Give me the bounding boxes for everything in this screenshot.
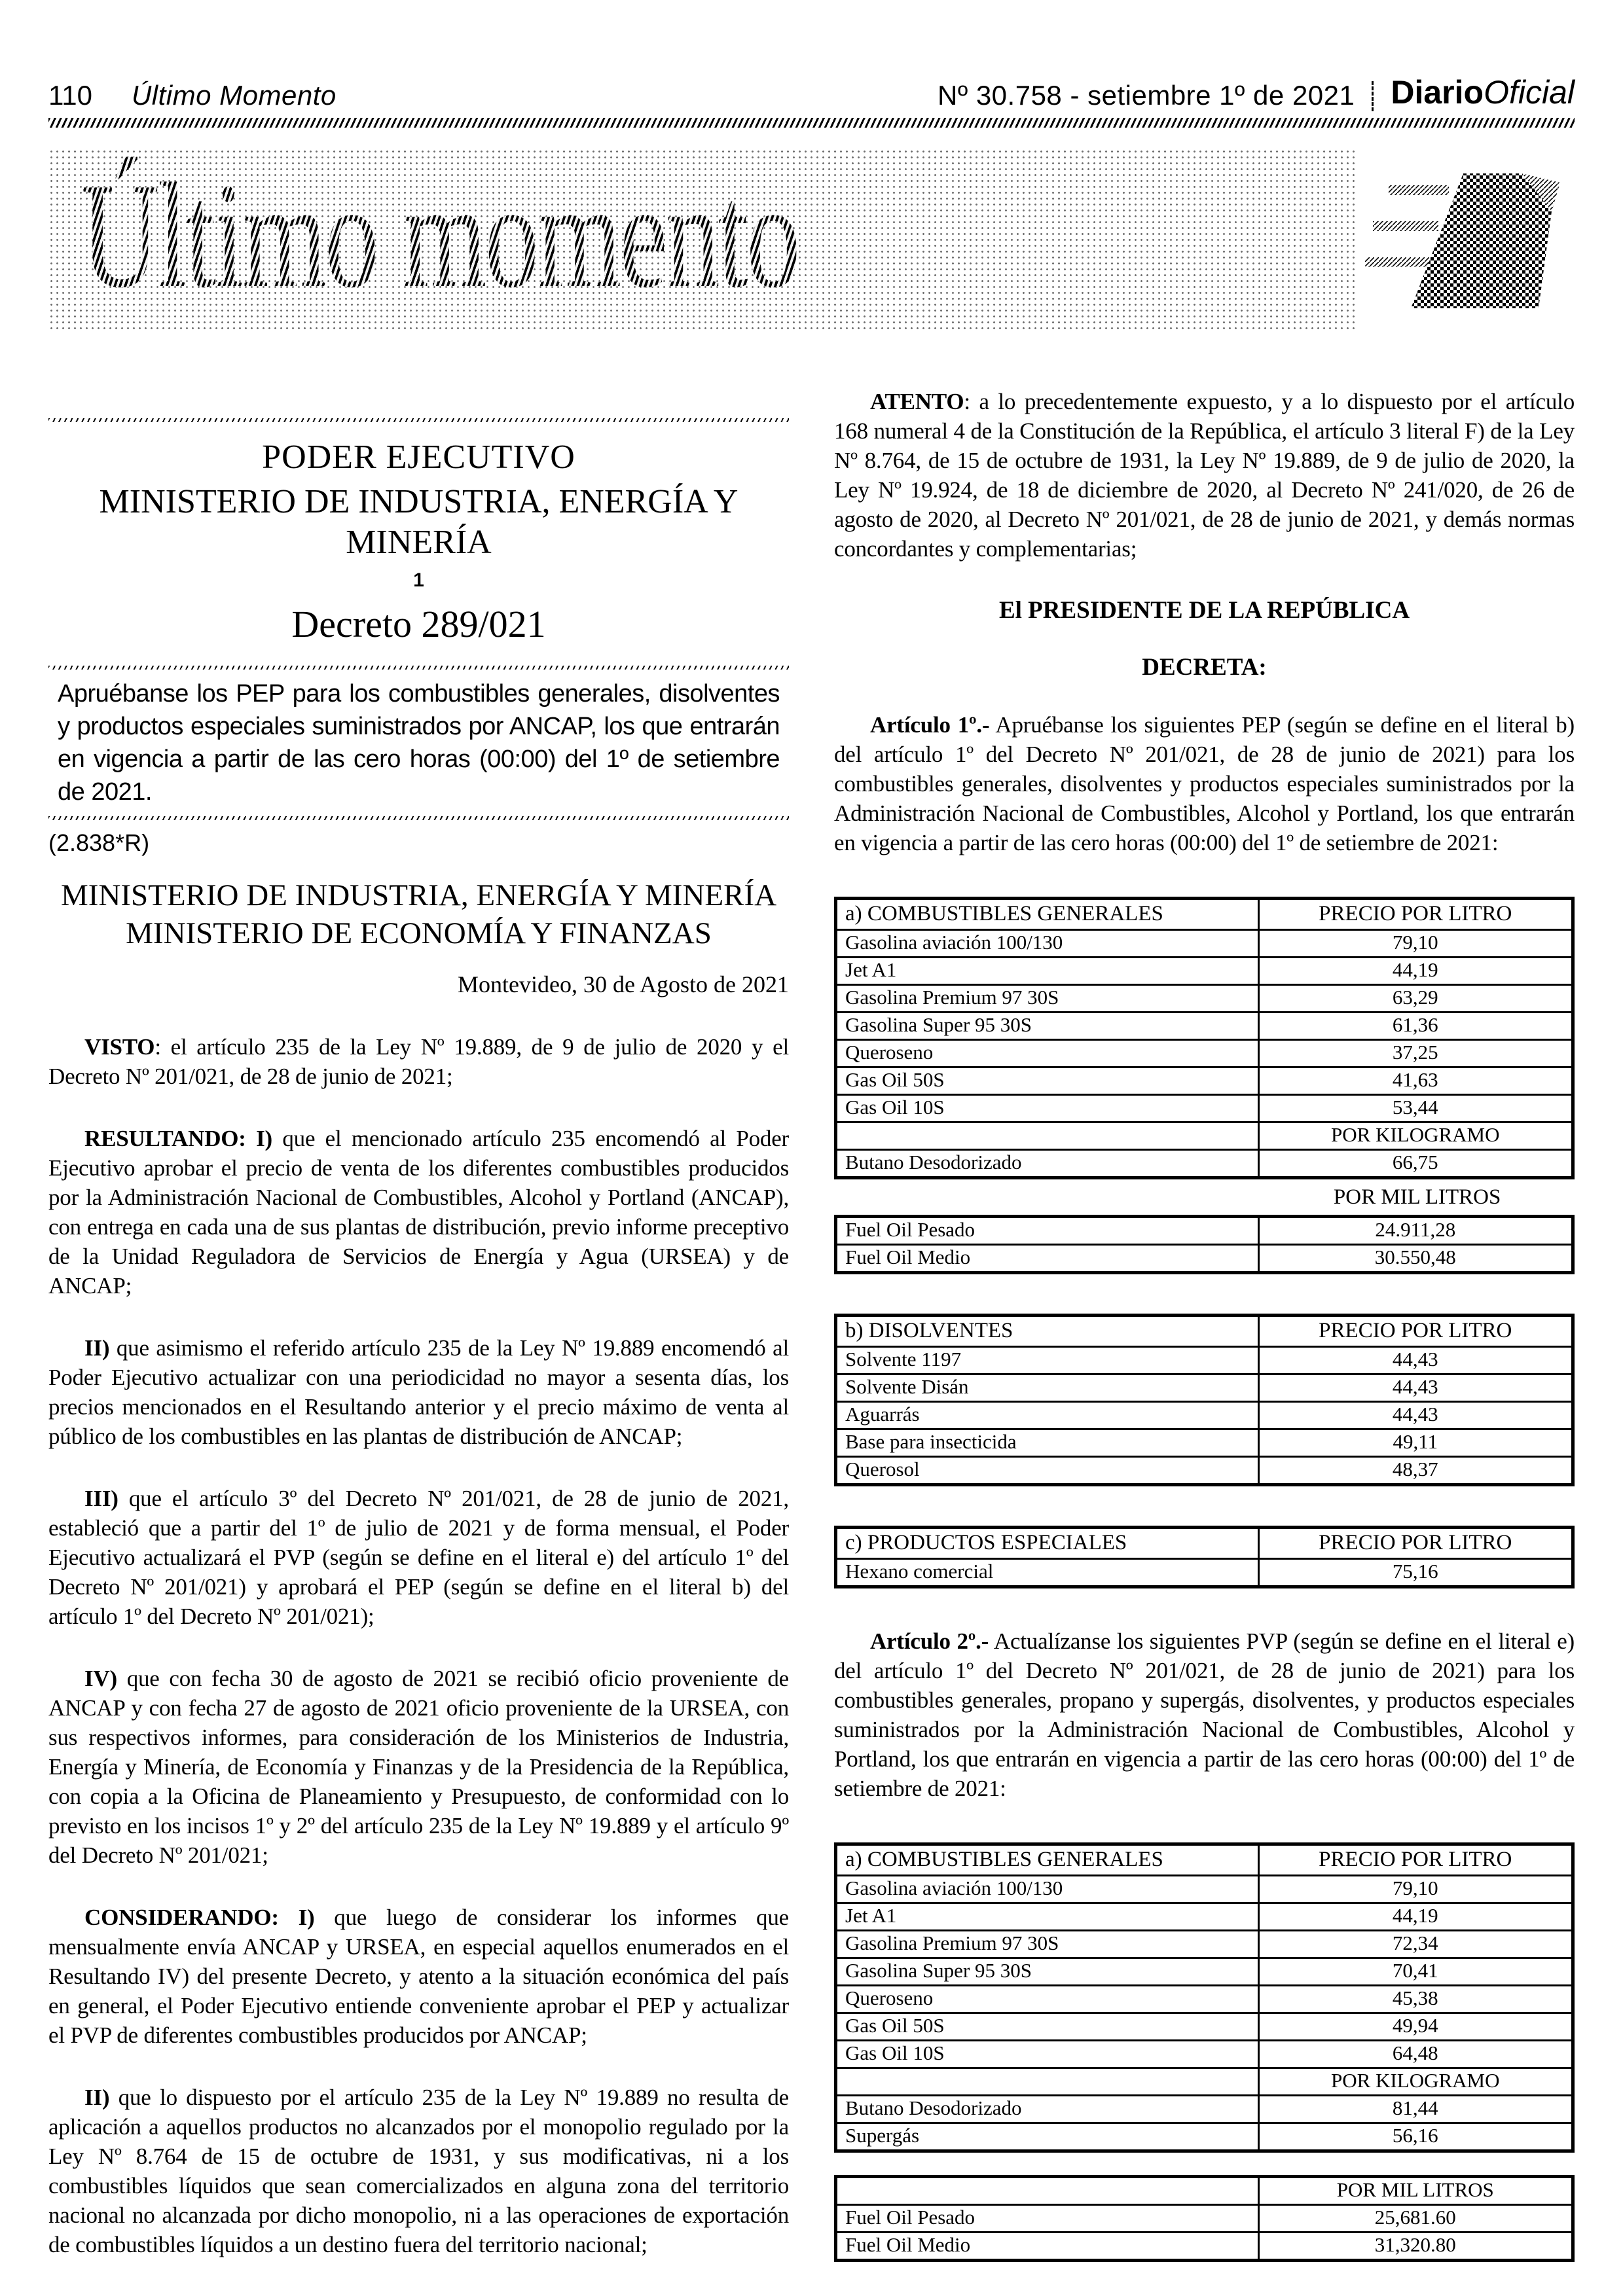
price-cell: 70,41 bbox=[1392, 1959, 1438, 1982]
product-cell: Gasolina Super 95 30S bbox=[837, 1959, 1260, 1984]
product-cell: Fuel Oil Medio bbox=[837, 1246, 1260, 1271]
table-block bbox=[834, 1842, 1575, 2153]
table-row bbox=[837, 2012, 1571, 2039]
price-cell: 37,25 bbox=[1392, 1041, 1438, 1064]
price-cell: 79,10 bbox=[1392, 1876, 1438, 1899]
table-header-row bbox=[837, 1317, 1571, 1346]
banner-title: Último momento bbox=[81, 150, 799, 321]
product-cell: Aguarrás bbox=[837, 1403, 1260, 1428]
price-cell: 24.911,28 bbox=[1375, 1218, 1456, 1241]
product-cell: Butano Desodorizado bbox=[837, 1151, 1260, 1176]
table-unit-row bbox=[837, 2178, 1571, 2204]
brand-bold: Diario bbox=[1391, 74, 1484, 111]
product-cell: Jet A1 bbox=[837, 1904, 1260, 1929]
body-paragraph: ATENTO: a lo precedentemente expuesto, y a lo dispuesto por el artículo 168 numeral 4 de la Constitución de la República, el artículo 3 literal F) de la Ley Nº 8.764, de 15 de octubre de 1931, la Ley Nº 19.889, de 9 de julio de 2020, la Ley Nº 19.924, de 18 de diciembre de 2020, al Decreto Nº 241/020, de 26 de agosto de 2020, al Decreto Nº 201/021, de 28 de junio de 2021, y demás normas concordantes y complementarias; bbox=[834, 389, 1575, 562]
paragraph-lead: VISTO bbox=[84, 1034, 155, 1060]
section-title: Último Momento bbox=[131, 80, 337, 111]
price-cell: 61,36 bbox=[1392, 1013, 1438, 1036]
table-row bbox=[837, 2231, 1571, 2259]
table-row bbox=[837, 1401, 1571, 1428]
price-cell: 44,43 bbox=[1392, 1348, 1438, 1371]
paragraph-lead: IV) bbox=[84, 1666, 117, 1691]
body-paragraph: III) que el artículo 3º del Decreto Nº 201/021, de 28 de junio de 2021, estableció que a partir del 1º de julio de 2021 y de forma mensual, el Poder Ejecutivo actualizará el PVP (según se define en el literal e) del artículo 1º del Decreto Nº 201/021) y aprobará el PEP (según se define en el literal b) del artículo 1º del Decreto Nº 201/021); bbox=[48, 1486, 789, 1629]
article-1-paragraph bbox=[834, 710, 1575, 857]
product-cell: Gas Oil 50S bbox=[837, 2014, 1260, 2039]
table-row bbox=[837, 2094, 1571, 2122]
product-cell: Gasolina Premium 97 30S bbox=[837, 986, 1260, 1011]
table-unit-row bbox=[837, 2067, 1571, 2094]
ministries-block bbox=[48, 876, 789, 952]
price-cell: PRECIO POR LITRO bbox=[1319, 1319, 1512, 1342]
masthead-rule bbox=[48, 118, 1575, 128]
product-cell: Fuel Oil Medio bbox=[837, 2233, 1260, 2259]
masthead-brand bbox=[1391, 73, 1575, 111]
price-cell: 44,43 bbox=[1392, 1403, 1438, 1426]
table-pvp-combustibles-generales bbox=[834, 1842, 1575, 2262]
price-cell: 72,34 bbox=[1392, 1931, 1438, 1954]
table-gap bbox=[834, 2153, 1575, 2175]
table-header-row bbox=[837, 900, 1571, 929]
paragraph-lead: II) bbox=[84, 2085, 110, 2110]
table-unit-label bbox=[834, 1179, 1575, 1215]
table-row bbox=[837, 1373, 1571, 1401]
ministry-heading: MINISTERIO DE INDUSTRIA, ENERGÍA Y MINERÍA bbox=[99, 483, 739, 561]
item-number: 1 bbox=[413, 569, 424, 591]
table-row bbox=[837, 1874, 1571, 1902]
product-cell: Butano Desodorizado bbox=[837, 2096, 1260, 2122]
paragraph-lead: RESULTANDO: I) bbox=[84, 1126, 272, 1151]
product-cell: Queroseno bbox=[837, 1986, 1260, 2012]
price-cell: 56,16 bbox=[1392, 2124, 1438, 2147]
two-column-layout bbox=[48, 387, 1575, 2292]
body-paragraph: VISTO: el artículo 235 de la Ley Nº 19.889, de 9 de julio de 2020 y el Decreto Nº 201/021, de 28 de junio de 2021; bbox=[48, 1034, 789, 1089]
price-cell: POR MIL LITROS bbox=[1336, 2178, 1494, 2201]
table-block bbox=[834, 2175, 1575, 2262]
table-header-row bbox=[837, 1529, 1571, 1558]
product-cell: Supergás bbox=[837, 2124, 1260, 2149]
price-cell: 64,48 bbox=[1392, 2041, 1438, 2064]
table-row bbox=[837, 1929, 1571, 1957]
product-cell: Jet A1 bbox=[837, 958, 1260, 984]
price-cell: 81,44 bbox=[1392, 2096, 1438, 2119]
price-cell: PRECIO POR LITRO bbox=[1319, 1848, 1512, 1871]
product-cell: Solvente Disán bbox=[837, 1375, 1260, 1401]
product-cell: Gasolina aviación 100/130 bbox=[837, 1876, 1260, 1902]
price-cell: 66,75 bbox=[1392, 1151, 1438, 1174]
banner-section bbox=[48, 149, 1575, 333]
left-paragraphs bbox=[48, 1032, 789, 2259]
table-row bbox=[837, 1902, 1571, 1929]
table-row bbox=[837, 2204, 1571, 2231]
brand-italic: Oficial bbox=[1484, 74, 1575, 111]
product-cell: Solvente 1197 bbox=[837, 1348, 1260, 1373]
price-cell: 44,43 bbox=[1392, 1375, 1438, 1398]
decreta-line: DECRETA: bbox=[1142, 654, 1267, 681]
table-row bbox=[837, 1558, 1571, 1585]
masthead-left bbox=[48, 80, 337, 111]
page-number: 110 bbox=[48, 80, 92, 111]
table-row bbox=[837, 2039, 1571, 2067]
price-cell: 25,681.60 bbox=[1374, 2206, 1456, 2229]
article-1-lead: Artículo 1º.- bbox=[870, 712, 990, 738]
section-rule bbox=[48, 418, 789, 422]
unit-label: POR MIL LITROS bbox=[1333, 1185, 1501, 1209]
product-cell: Queroseno bbox=[837, 1041, 1260, 1066]
decree-title: Decreto 289/021 bbox=[291, 603, 546, 645]
body-paragraph: II) que asimismo el referido artículo 235 de la Ley Nº 19.889 encomendó al Poder Ejecutivo actualizar con una periodicidad no mayor a sesenta días, los precios mencionados en el Resultando anterior y el precio máximo de venta al público de los combustibles en las plantas de distribución de ANCAP; bbox=[48, 1335, 789, 1449]
body-paragraph: CONSIDERANDO: I) que luego de considerar los informes que mensualmente envía ANCAP y URSEA, en especial aquellos enumerados en el Resultando IV) del presente Decreto, y atento a la situación económica del país en general, el Poder Ejecutivo entiende conveniente aprobar el PEP y actualizar el PVP de diferentes combustibles producidos por ANCAP; bbox=[48, 1905, 789, 2048]
price-cell: 44,19 bbox=[1392, 958, 1438, 981]
masthead-right bbox=[938, 73, 1575, 111]
product-cell: Querosol bbox=[837, 1458, 1260, 1483]
product-cell: a) COMBUSTIBLES GENERALES bbox=[837, 900, 1260, 929]
price-cell: PRECIO POR LITRO bbox=[1319, 902, 1512, 925]
table-row bbox=[837, 1456, 1571, 1483]
paragraph-lead: CONSIDERANDO: I) bbox=[84, 1905, 315, 1930]
table-row bbox=[837, 1218, 1571, 1244]
table-row bbox=[837, 1957, 1571, 1984]
speed-line-icon bbox=[1365, 257, 1434, 267]
table-header-row bbox=[837, 1846, 1571, 1874]
article-2-text: Actualízanse los siguientes PVP (según se define en el literal e) del artículo 1º del Decreto Nº 201/021, de 28 de junio de 2021) para los combustibles generales, propano y supergás, disolventes, y productos especiales suministrados por la Administración Nacional de Combustibles, Alcohol y Portland, los que entrarán en vigencia a partir de las cero horas (00:00) del 1º de setiembre de 2021: bbox=[834, 1628, 1575, 1801]
masthead bbox=[48, 73, 1575, 111]
price-cell: 79,10 bbox=[1392, 931, 1438, 954]
speed-line-icon bbox=[1389, 185, 1449, 195]
product-cell: Fuel Oil Pesado bbox=[837, 1218, 1260, 1244]
breaking-news-document-icon bbox=[1365, 166, 1575, 316]
price-cell: 45,38 bbox=[1392, 1986, 1438, 2009]
table-row bbox=[837, 956, 1571, 984]
reference-code: (2.838*R) bbox=[48, 829, 150, 856]
decree-abstract: Apruébanse los PEP para los combustibles generales, disolventes y productos especiales suministrados por ANCAP, los que entrarán en vigencia a partir de las cero horas (00:00) del 1º de setiembre de 2021. bbox=[58, 680, 780, 806]
table-pep-productos-especiales bbox=[834, 1526, 1575, 1588]
kicker-poder-ejecutivo: PODER EJECUTIVO bbox=[262, 439, 575, 476]
ministry-line-2: MINISTERIO DE ECONOMÍA Y FINANZAS bbox=[126, 916, 712, 950]
product-cell: a) COMBUSTIBLES GENERALES bbox=[837, 1846, 1260, 1874]
article-2-lead: Artículo 2º.- bbox=[870, 1628, 989, 1654]
table-row bbox=[837, 1244, 1571, 1271]
table-unit-row bbox=[837, 1121, 1571, 1149]
table-row bbox=[837, 1149, 1571, 1176]
product-cell bbox=[837, 2178, 1260, 2204]
paragraph-lead: II) bbox=[84, 1335, 110, 1361]
product-cell: Fuel Oil Pesado bbox=[837, 2206, 1260, 2231]
price-cell: 31,320.80 bbox=[1374, 2233, 1456, 2256]
ministry-line-1: MINISTERIO DE INDUSTRIA, ENERGÍA Y MINERÍA bbox=[60, 878, 777, 912]
abstract-rule-top bbox=[48, 666, 789, 670]
table-row bbox=[837, 929, 1571, 956]
issue-info: Nº 30.758 - setiembre 1º de 2021 bbox=[937, 80, 1355, 111]
product-cell: Gas Oil 10S bbox=[837, 2041, 1260, 2067]
article-2-paragraph bbox=[834, 1626, 1575, 1803]
price-cell: 63,29 bbox=[1392, 986, 1438, 1009]
price-cell: 53,44 bbox=[1392, 1096, 1438, 1119]
table-block bbox=[834, 1526, 1575, 1588]
dateline: Montevideo, 30 de Agosto de 2021 bbox=[458, 971, 789, 997]
table-row bbox=[837, 1066, 1571, 1094]
price-cell: 30.550,48 bbox=[1374, 1246, 1456, 1268]
table-row bbox=[837, 1039, 1571, 1066]
body-paragraph: IV) que con fecha 30 de agosto de 2021 se recibió oficio proveniente de ANCAP y con fecha 27 de agosto de 2021 oficio proveniente de la URSEA, con sus respectivos informes, para consideración de los Ministerios de Industria, Energía y Minería, de Economía y Finanzas y de la Presidencia de la República, con copia a la Oficina de Planeamiento y Presupuesto, de conformidad con lo previsto en los incisos 1º y 2º del artículo 235 de la Ley Nº 19.889 y el artículo 9º del Decreto Nº 201/021; bbox=[48, 1666, 789, 1868]
product-cell: Gasolina Premium 97 30S bbox=[837, 1931, 1260, 1957]
body-paragraph: RESULTANDO: I) que el mencionado artículo 235 encomendó al Poder Ejecutivo aprobar el precio de venta de los diferentes combustibles producidos por la Administración Nacional de Combustibles, Alcohol y Portland (ANCAP), con entrega en cada una de sus plantas de distribución, previo informe preceptivo de la Unidad Reguladora de Servicios de Energía y Agua (URSEA) y de ANCAP; bbox=[48, 1126, 789, 1299]
paragraph-lead: ATENTO bbox=[870, 389, 964, 414]
table-row bbox=[837, 1984, 1571, 2012]
table-row bbox=[837, 1428, 1571, 1456]
product-cell: Gas Oil 10S bbox=[837, 1096, 1260, 1121]
price-cell: 48,37 bbox=[1392, 1458, 1438, 1480]
table-block bbox=[834, 1314, 1575, 1486]
table-row bbox=[837, 1094, 1571, 1121]
product-cell bbox=[837, 1123, 1260, 1149]
table-pep-combustibles-generales bbox=[834, 897, 1575, 1274]
body-paragraph: II) que lo dispuesto por el artículo 235 de la Ley Nº 19.889 no resulta de aplicación a aquellos productos no alcanzados por el monopolio regulado por la Ley Nº 8.764 de 15 de octubre de 1931, y sus modificativas, ni a los combustibles líquidos que sean comercializados en alguna zona del territorio nacional no alcanzada por dicho monopolio, ni a las operaciones de exportación de combustibles líquidos a un destino fuera del territorio nacional; bbox=[48, 2085, 789, 2257]
table-row bbox=[837, 2122, 1571, 2149]
column-left bbox=[48, 387, 789, 2292]
speed-line-icon bbox=[1373, 221, 1438, 231]
price-cell: POR KILOGRAMO bbox=[1331, 2069, 1500, 2092]
banner-halftone-background bbox=[48, 149, 1359, 333]
atento-paragraph bbox=[834, 387, 1575, 564]
product-cell: Gasolina Super 95 30S bbox=[837, 1013, 1260, 1039]
price-cell: 41,63 bbox=[1392, 1068, 1438, 1091]
product-cell: Gas Oil 50S bbox=[837, 1068, 1260, 1094]
table-row bbox=[837, 1346, 1571, 1373]
table-block bbox=[834, 897, 1575, 1179]
product-cell: Base para insecticida bbox=[837, 1430, 1260, 1456]
president-line: El PRESIDENTE DE LA REPÚBLICA bbox=[998, 597, 1410, 624]
price-cell: 49,11 bbox=[1393, 1430, 1438, 1453]
column-right bbox=[834, 387, 1575, 2292]
header-divider bbox=[1372, 81, 1374, 111]
price-cell: PRECIO POR LITRO bbox=[1319, 1531, 1512, 1554]
product-cell: c) PRODUCTOS ESPECIALES bbox=[837, 1529, 1260, 1558]
price-cell: 44,19 bbox=[1392, 1904, 1438, 1927]
product-cell: b) DISOLVENTES bbox=[837, 1317, 1260, 1346]
article-1-text: Apruébanse los siguientes PEP (según se define en el literal b) del artículo 1º del Decreto Nº 201/021, de 28 de junio de 2021) para los combustibles generales, disolventes y productos especiales suministrados por la Administración Nacional de Combustibles, Alcohol y Portland, los que entrarán en vigencia a partir de las cero horas (00:00) del 1º de setiembre de 2021: bbox=[834, 712, 1575, 855]
product-cell bbox=[837, 2069, 1260, 2094]
table-row bbox=[837, 984, 1571, 1011]
paragraph-lead: III) bbox=[84, 1486, 119, 1511]
table-pep-disolventes bbox=[834, 1314, 1575, 1486]
product-cell: Gasolina aviación 100/130 bbox=[837, 931, 1260, 956]
table-block bbox=[834, 1215, 1575, 1274]
price-cell: 49,94 bbox=[1392, 2014, 1438, 2037]
price-cell: POR KILOGRAMO bbox=[1331, 1123, 1500, 1146]
product-cell: Hexano comercial bbox=[837, 1560, 1260, 1585]
price-cell: 75,16 bbox=[1392, 1560, 1438, 1583]
abstract-rule-bottom bbox=[48, 816, 789, 820]
table-row bbox=[837, 1011, 1571, 1039]
